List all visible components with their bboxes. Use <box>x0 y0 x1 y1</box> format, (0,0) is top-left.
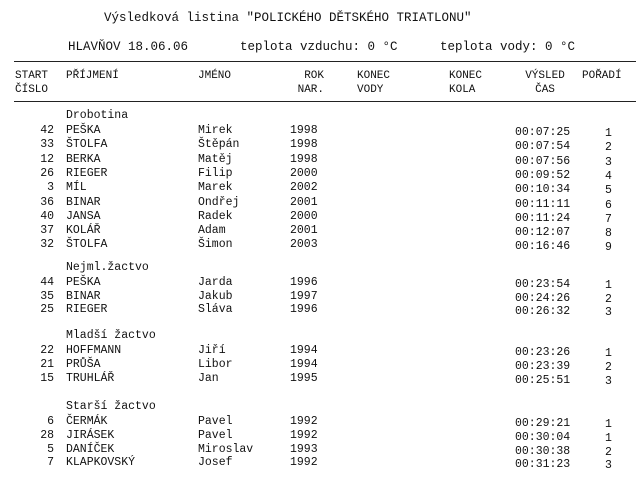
first-name: Jiří <box>198 344 226 357</box>
surname: DANÍČEK <box>66 442 115 456</box>
first-name: Sláva <box>198 303 233 317</box>
start-number: 28 <box>40 428 54 442</box>
first-name: Jakub <box>198 289 233 303</box>
place: 4 <box>605 169 612 183</box>
start-number: 26 <box>40 166 54 180</box>
start-number: 35 <box>40 289 54 303</box>
water-temperature: teplota vody: 0 °C <box>440 40 576 54</box>
place: 6 <box>605 198 612 212</box>
surname: ŠTOLFA <box>66 238 108 252</box>
birth-year: 2000 <box>290 209 318 223</box>
start-number: 42 <box>40 124 54 137</box>
birth-year: 2002 <box>290 181 318 195</box>
place: 7 <box>605 212 612 226</box>
place: 1 <box>605 279 612 292</box>
start-number: 6 <box>47 415 54 428</box>
first-name: Jarda <box>198 276 233 289</box>
place: 8 <box>605 227 612 241</box>
result-time: 00:24:26 <box>515 291 571 305</box>
surname: KLAPKOVSKÝ <box>66 456 136 470</box>
col-birth-year: ROK NAR. <box>297 70 324 96</box>
surname: JANSA <box>66 209 101 223</box>
birth-year: 2001 <box>290 195 318 209</box>
place-date: HLAVŇOV 18.06.06 <box>68 40 189 54</box>
place: 1 <box>605 418 612 431</box>
birth-year: 1997 <box>290 289 318 303</box>
start-number: 12 <box>40 152 54 166</box>
result-time: 00:31:23 <box>515 458 571 472</box>
first-name: Miroslav <box>198 442 254 456</box>
surname: BINAR <box>66 289 101 303</box>
result-time: 00:26:32 <box>515 305 571 319</box>
place: 3 <box>605 155 612 169</box>
surname: KOLÁŘ <box>66 224 101 238</box>
place: 3 <box>605 306 612 320</box>
table-row <box>0 211 640 225</box>
start-number: 21 <box>40 357 54 371</box>
first-name: Matěj <box>198 152 233 166</box>
document-title: Výsledková listina "POLICKÉHO DĚTSKÉHO TRIATLONU" <box>104 11 472 25</box>
result-time: 00:09:52 <box>515 168 571 182</box>
place: 5 <box>605 184 612 198</box>
result-time: 00:23:54 <box>515 278 571 291</box>
birth-year: 1998 <box>290 124 318 137</box>
result-time: 00:30:04 <box>515 430 571 444</box>
result-time: 00:07:54 <box>515 140 571 154</box>
group-heading: Drobotina <box>66 109 129 122</box>
place: 9 <box>605 241 612 255</box>
surname: PEŠKA <box>66 276 101 289</box>
place: 2 <box>605 360 612 374</box>
birth-year: 1998 <box>290 138 318 152</box>
col-result-time: VÝSLED ČAS <box>525 70 565 96</box>
start-number: 37 <box>40 224 54 238</box>
surname: MÍL <box>66 181 87 195</box>
header-bottom-rule <box>14 101 636 102</box>
start-number: 40 <box>40 209 54 223</box>
first-name: Štěpán <box>198 138 240 152</box>
birth-year: 2001 <box>290 224 318 238</box>
surname: HOFFMANN <box>66 344 122 357</box>
table-row <box>0 430 640 444</box>
surname: BERKA <box>66 152 101 166</box>
table-row <box>0 359 640 373</box>
place: 3 <box>605 374 612 388</box>
col-bike-finish: KONEC KOLA <box>449 70 483 96</box>
table-row <box>0 416 640 430</box>
start-number: 7 <box>47 456 54 470</box>
start-number: 44 <box>40 276 54 289</box>
result-time: 00:30:38 <box>515 444 571 458</box>
place: 3 <box>605 459 612 473</box>
surname: JIRÁSEK <box>66 428 115 442</box>
birth-year: 1996 <box>290 303 318 317</box>
table-row <box>0 125 640 139</box>
birth-year: 1996 <box>290 276 318 289</box>
table-row <box>0 197 640 211</box>
place: 1 <box>605 127 612 140</box>
group-heading: Mladší žactvo <box>66 329 156 342</box>
first-name: Libor <box>198 357 233 371</box>
result-time: 00:12:07 <box>515 226 571 240</box>
first-name: Ondřej <box>198 195 240 209</box>
start-number: 25 <box>40 303 54 317</box>
place: 2 <box>605 292 612 306</box>
birth-year: 2000 <box>290 166 318 180</box>
air-temperature: teplota vzduchu: 0 °C <box>240 40 398 54</box>
place: 1 <box>605 347 612 360</box>
result-time: 00:16:46 <box>515 240 571 254</box>
result-time: 00:23:39 <box>515 359 571 373</box>
first-name: Adam <box>198 224 226 238</box>
place: 2 <box>605 445 612 459</box>
place: 1 <box>605 431 612 445</box>
birth-year: 1992 <box>290 428 318 442</box>
birth-year: 1994 <box>290 357 318 371</box>
start-number: 36 <box>40 195 54 209</box>
table-row <box>0 373 640 387</box>
table-row <box>0 139 640 153</box>
result-time: 00:25:51 <box>515 373 571 387</box>
table-row <box>0 457 640 471</box>
birth-year: 1994 <box>290 344 318 357</box>
col-name: JMÉNO <box>198 70 232 82</box>
col-water-finish: KONEC VODY <box>357 70 391 96</box>
first-name: Šimon <box>198 238 233 252</box>
first-name: Pavel <box>198 415 233 428</box>
birth-year: 1992 <box>290 456 318 470</box>
start-number: 33 <box>40 138 54 152</box>
surname: PEŠKA <box>66 124 101 137</box>
birth-year: 1998 <box>290 152 318 166</box>
first-name: Pavel <box>198 428 233 442</box>
result-time: 00:11:11 <box>515 197 571 211</box>
first-name: Radek <box>198 209 233 223</box>
first-name: Jan <box>198 371 219 385</box>
table-row <box>0 154 640 168</box>
surname: PRŮŠA <box>66 357 101 371</box>
start-number: 32 <box>40 238 54 252</box>
table-row <box>0 168 640 182</box>
surname: RIEGER <box>66 303 108 317</box>
table-row <box>0 345 640 359</box>
surname: ČERMÁK <box>66 415 108 428</box>
start-number: 3 <box>47 181 54 195</box>
first-name: Mirek <box>198 124 233 137</box>
result-time: 00:07:56 <box>515 154 571 168</box>
surname: TRUHLÁŘ <box>66 371 115 385</box>
start-number: 22 <box>40 344 54 357</box>
first-name: Josef <box>198 456 233 470</box>
result-time: 00:29:21 <box>515 417 571 430</box>
group-heading: Nejml.žactvo <box>66 261 149 274</box>
result-time: 00:07:25 <box>515 126 571 139</box>
table-row <box>0 182 640 196</box>
first-name: Marek <box>198 181 233 195</box>
birth-year: 2003 <box>290 238 318 252</box>
surname: BINAR <box>66 195 101 209</box>
birth-year: 1992 <box>290 415 318 428</box>
col-start-number: START ČÍSLO <box>15 70 49 96</box>
first-name: Filip <box>198 166 233 180</box>
start-number: 5 <box>47 442 54 456</box>
result-time: 00:11:24 <box>515 211 571 225</box>
table-row <box>0 239 640 253</box>
table-row <box>0 277 640 291</box>
place: 2 <box>605 141 612 155</box>
col-place: POŘADÍ <box>582 70 622 82</box>
birth-year: 1995 <box>290 371 318 385</box>
table-row <box>0 225 640 239</box>
result-time: 00:10:34 <box>515 183 571 197</box>
group-heading: Starší žactvo <box>66 400 156 413</box>
table-row <box>0 304 640 318</box>
header-top-rule <box>14 61 636 62</box>
result-time: 00:23:26 <box>515 346 571 359</box>
surname: RIEGER <box>66 166 108 180</box>
surname: ŠTOLFA <box>66 138 108 152</box>
birth-year: 1993 <box>290 442 318 456</box>
start-number: 15 <box>40 371 54 385</box>
col-surname: PŘÍJMENÍ <box>66 70 119 82</box>
